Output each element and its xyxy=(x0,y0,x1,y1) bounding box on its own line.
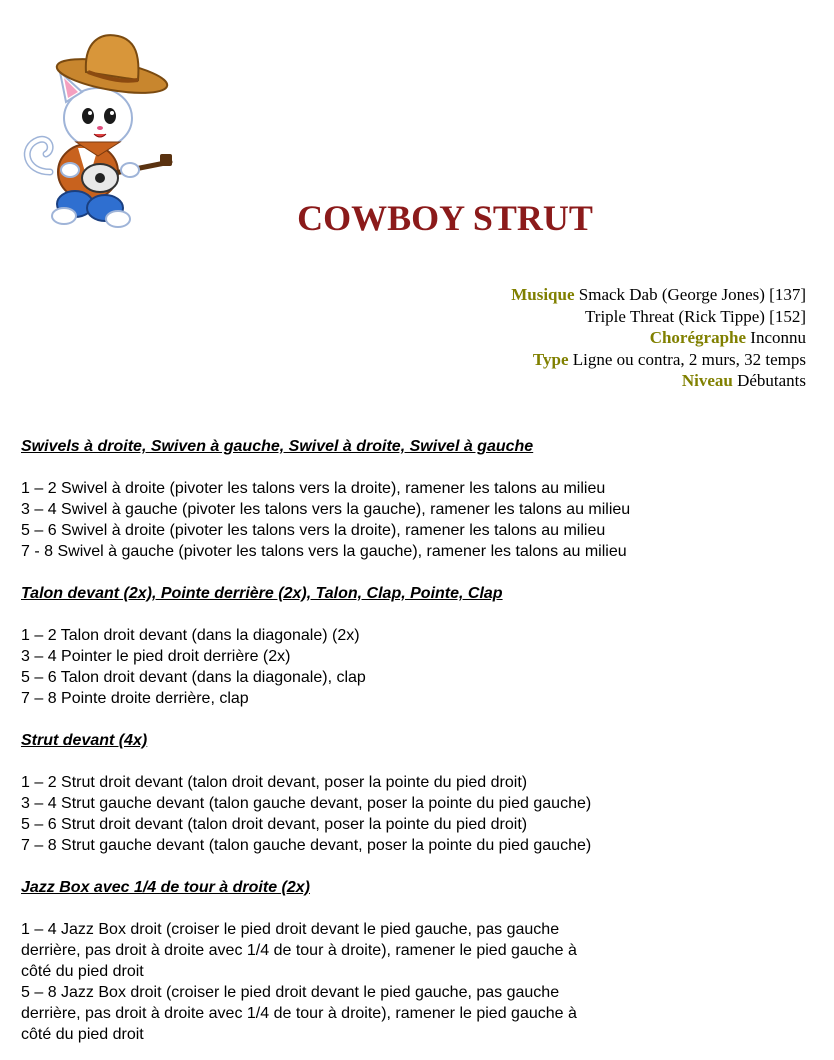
step-line: 1 – 4 Jazz Box droit (croiser le pied droit devant le pied gauche, pas gauche xyxy=(21,921,560,938)
section-heading: Jazz Box avec 1/4 de tour à droite (2x) xyxy=(21,879,310,896)
step-line: 1 – 2 Strut droit devant (talon droit devant, poser la pointe du pied droit) xyxy=(21,774,528,791)
step-line: 5 – 8 Jazz Box droit (croiser le pied droit devant le pied gauche, pas gauche xyxy=(21,984,560,1001)
step-sections xyxy=(21,436,821,1045)
section-jazz-box xyxy=(21,877,821,1045)
level-label: Niveau xyxy=(681,371,733,390)
page-title: COWBOY STRUT xyxy=(297,198,593,238)
section-strut xyxy=(21,730,821,856)
step-line: 3 – 4 Pointer le pied droit derrière (2x) xyxy=(21,648,291,665)
music-label: Musique xyxy=(511,285,575,304)
step-line: derrière, pas droit à droite avec 1/4 de tour à droite), ramener le pied gauche à xyxy=(21,1005,577,1022)
section-heel-toe xyxy=(21,583,821,709)
step-line: 5 – 6 Strut droit devant (talon droit devant, poser la pointe du pied droit) xyxy=(21,816,528,833)
step-line: 3 – 4 Swivel à gauche (pivoter les talons vers la gauche), ramener les talons au milieu xyxy=(21,501,631,518)
choreographer-label: Chorégraphe xyxy=(649,328,747,347)
step-line: 7 – 8 Strut gauche devant (talon gauche devant, poser la pointe du pied gauche) xyxy=(21,837,592,854)
section-heading: Talon devant (2x), Pointe derrière (2x), Talon, Clap, Pointe, Clap xyxy=(21,585,503,602)
music-value-1: Smack Dab (George Jones) [137] xyxy=(578,285,806,304)
step-line: derrière, pas droit à droite avec 1/4 de tour à droite), ramener le pied gauche à xyxy=(21,942,577,959)
step-line: 1 – 2 Talon droit devant (dans la diagonale) (2x) xyxy=(21,627,360,644)
step-line: 7 - 8 Swivel à gauche (pivoter les talons vers la gauche), ramener les talons au milieu xyxy=(21,543,627,560)
type-label: Type xyxy=(532,349,569,369)
step-line: côté du pied droit xyxy=(21,963,144,980)
level-value: Débutants xyxy=(737,371,806,390)
step-line: 1 – 2 Swivel à droite (pivoter les talons vers la droite), ramener les talons au milieu xyxy=(21,480,606,497)
step-line: 7 – 8 Pointe droite derrière, clap xyxy=(21,690,249,707)
step-line: 3 – 4 Strut gauche devant (talon gauche devant, poser la pointe du pied gauche) xyxy=(21,795,592,812)
dance-info xyxy=(511,284,806,392)
step-line: côté du pied droit xyxy=(21,1026,144,1043)
music-line-1 xyxy=(511,284,806,306)
type-line xyxy=(511,349,806,371)
section-heading: Strut devant (4x) xyxy=(21,732,148,749)
music-value-2: Triple Threat (Rick Tippe) [152] xyxy=(585,306,806,326)
choreographer-line xyxy=(511,327,806,349)
section-heading: Swivels à droite, Swiven à gauche, Swivel à droite, Swivel à gauche xyxy=(21,438,534,455)
section-swivels xyxy=(21,436,821,562)
step-line: 5 – 6 Talon droit devant (dans la diagonale), clap xyxy=(21,669,366,686)
music-line-2 xyxy=(511,306,806,328)
cowboy-cat-guitar-icon xyxy=(20,22,180,228)
choreographer-value: Inconnu xyxy=(750,328,806,347)
step-line: 5 – 6 Swivel à droite (pivoter les talons vers la droite), ramener les talons au milieu xyxy=(21,522,606,539)
level-line xyxy=(511,370,806,392)
type-value: Ligne ou contra, 2 murs, 32 temps xyxy=(572,349,806,369)
